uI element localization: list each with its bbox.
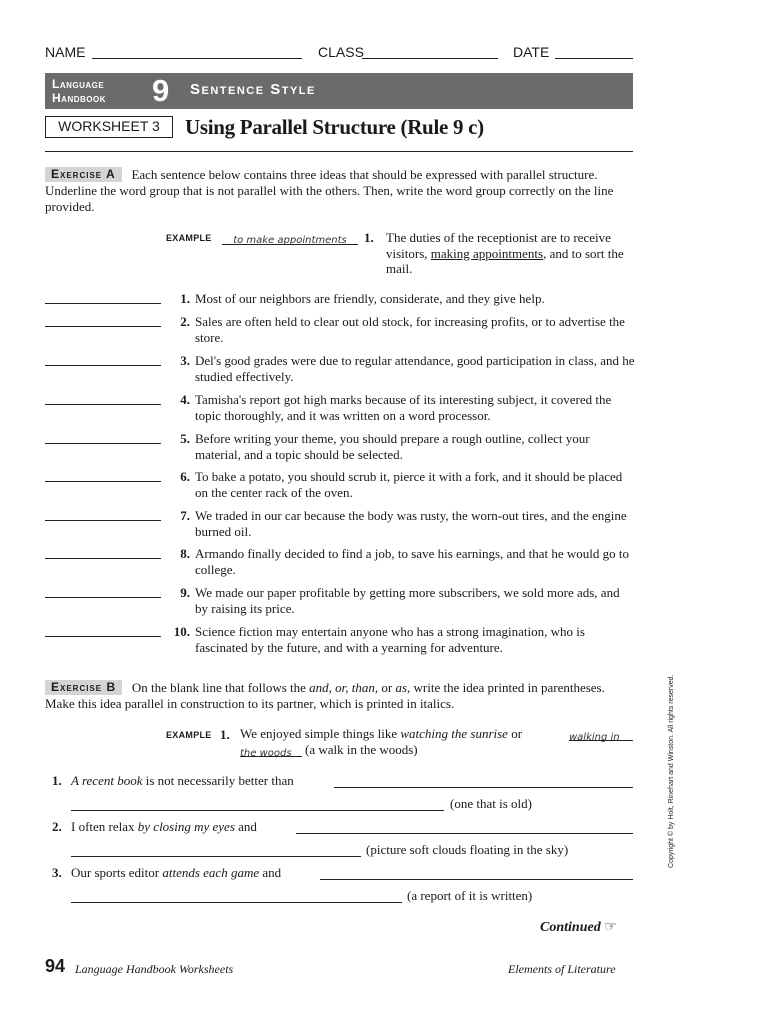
item-text: Tamisha's report got high marks because of its interesting subject, it covered the topic thoroughly, and it was written on a word processor. <box>195 392 612 423</box>
exercise-b-as: as, <box>395 680 411 695</box>
item-text: Science fiction may entertain anyone who has a strong imagination, who is fascinated by the future, and with a yearning for adventure. <box>195 624 585 655</box>
item-text: We made our paper profitable by getting more subscribers, we sold more ads, and by raising its price. <box>195 585 620 616</box>
class-label: CLASS <box>318 44 364 60</box>
name-label: NAME <box>45 44 86 60</box>
item-italic: by closing my eyes <box>137 819 235 834</box>
date-field[interactable] <box>555 58 633 59</box>
example-a-sentence <box>386 230 634 277</box>
exercise-a-instructions <box>45 167 635 215</box>
item-text-pre: I often relax <box>71 819 138 834</box>
exercise-a-tag: Exercise A <box>45 167 122 182</box>
date-label: DATE <box>513 44 550 60</box>
continued-label <box>540 919 617 936</box>
banner-line1: Language <box>52 77 105 91</box>
title-divider <box>45 151 633 152</box>
example-b-text-before: We enjoyed simple things like <box>240 726 401 741</box>
exercise-b-words: and, or, than, <box>309 680 379 695</box>
answer-line[interactable] <box>334 787 633 788</box>
example-a-answer-line <box>222 230 358 245</box>
copyright-notice: Copyright © by Holt, Rinehart and Winston. All rights reserved. <box>668 674 675 868</box>
example-b-italic: watching the sunrise <box>400 726 508 741</box>
answer-blank[interactable] <box>45 404 161 405</box>
item-text-pre: Our sports editor <box>71 865 163 880</box>
example-b-label: EXAMPLE <box>166 730 212 740</box>
exercise-b-paren: (picture soft clouds floating in the sky) <box>366 842 569 857</box>
exercise-b-item-number: 2. <box>52 819 62 834</box>
item-number: 6. <box>180 469 190 484</box>
item-italic: A recent book <box>71 773 143 788</box>
item-text: Del's good grades were due to regular attendance, good participation in class, and he studied effectively. <box>195 353 635 384</box>
item-text: and <box>259 865 282 880</box>
banner-line2: Handbook <box>52 91 106 105</box>
page-number: 94 <box>45 956 66 976</box>
item-text: We traded in our car because the body was rusty, the worn-out tires, and the engine burned oil. <box>195 508 627 539</box>
example-b-answer-2: the woods <box>240 748 292 759</box>
item-text: To bake a potato, you should scrub it, pierce it with a fork, and it should be placed on the center rack of the oven. <box>195 469 623 500</box>
item-italic: attends each game <box>162 865 260 880</box>
exercise-b-instructions <box>45 680 635 712</box>
exercise-b-text-1: On the blank line that follows the <box>131 680 310 695</box>
exercise-b-text-2: or <box>378 680 396 695</box>
item-text: is not necessarily better than <box>142 773 294 788</box>
example-b-line1 <box>240 726 522 742</box>
example-b-answer-line-2 <box>240 743 302 757</box>
answer-blank[interactable] <box>45 558 161 559</box>
name-field[interactable] <box>92 58 302 59</box>
answer-blank[interactable] <box>45 636 161 637</box>
chapter-number: 9 <box>152 73 170 108</box>
item-number: 7. <box>180 508 190 523</box>
answer-blank[interactable] <box>45 481 161 482</box>
answer-blank[interactable] <box>45 520 161 521</box>
exercise-b-paren: (a report of it is written) <box>407 888 533 903</box>
answer-line[interactable] <box>320 879 633 880</box>
example-a-text-before: The duties of the receptionist are to receive visitors, <box>386 230 611 261</box>
item-number: 4. <box>180 392 190 407</box>
item-text: and <box>234 819 257 834</box>
answer-line[interactable] <box>71 810 444 811</box>
item-text: Most of our neighbors are friendly, considerate, and they give help. <box>195 291 545 306</box>
example-a-answer: to make appointments <box>233 235 347 246</box>
chapter-banner <box>45 73 633 109</box>
exercise-b-tag: Exercise B <box>45 680 122 695</box>
item-text: Armando finally decided to find a job, to save his earnings, and that he would go to college. <box>195 546 629 577</box>
exercise-a-text: Each sentence below contains three ideas that should be expressed with parallel structure. Underline the word group that is not parallel with the others. Then, write the word group correctly on the line provided. <box>45 167 614 214</box>
example-b-text-or: or <box>507 726 523 741</box>
example-b-answer-1: walking in <box>569 732 620 743</box>
worksheet-title: Using Parallel Structure (Rule 9 c) <box>185 115 484 139</box>
exercise-b-item-number: 3. <box>52 865 62 880</box>
example-a-number: 1. <box>364 230 374 245</box>
answer-line[interactable] <box>296 833 633 834</box>
answer-line[interactable] <box>71 902 402 903</box>
answer-blank[interactable] <box>45 303 161 304</box>
item-number: 2. <box>180 314 190 329</box>
answer-blank[interactable] <box>45 326 161 327</box>
item-text: Before writing your theme, you should prepare a rough outline, collect your material, and a topic should be selected. <box>195 431 590 462</box>
item-number: 10. <box>173 624 190 639</box>
footer-series-title: Elements of Literature <box>508 962 616 976</box>
example-a-label: EXAMPLE <box>166 233 212 243</box>
item-number: 9. <box>180 585 190 600</box>
chapter-title: Sentence Style <box>190 81 316 98</box>
item-number: 1. <box>180 291 190 306</box>
example-a-underlined: making appointments <box>430 245 544 261</box>
exercise-b-item-1 <box>71 773 294 789</box>
example-b-paren: (a walk in the woods) <box>305 742 418 757</box>
exercise-b-item-number: 1. <box>52 773 62 788</box>
answer-blank[interactable] <box>45 597 161 598</box>
example-b-answer-line-1 <box>569 727 633 741</box>
exercise-b-text-3: write the idea printed in parentheses. Make this idea parallel in construction to its partner, which is printed in italics. <box>45 680 605 711</box>
item-number: 8. <box>180 546 190 561</box>
answer-line[interactable] <box>71 856 361 857</box>
exercise-b-paren: (one that is old) <box>450 796 532 811</box>
footer-book-title: Language Handbook Worksheets <box>75 962 234 976</box>
answer-blank[interactable] <box>45 365 161 366</box>
worksheet-label: WORKSHEET 3 <box>45 116 173 138</box>
exercise-b-item-3 <box>71 865 281 881</box>
item-number: 3. <box>180 353 190 368</box>
banner-book-label <box>52 77 106 105</box>
example-b-number: 1. <box>220 727 230 742</box>
example-a-text-after: , and to sort the mail. <box>386 245 624 276</box>
pointing-hand-icon: ☞ <box>604 920 617 935</box>
class-field[interactable] <box>362 58 498 59</box>
item-text: Sales are often held to clear out old stock, for increasing profits, or to advertise the store. <box>195 314 625 345</box>
answer-blank[interactable] <box>45 443 161 444</box>
continued-text: Continued <box>540 920 601 935</box>
item-number: 5. <box>180 431 190 446</box>
exercise-b-item-2 <box>71 819 257 835</box>
